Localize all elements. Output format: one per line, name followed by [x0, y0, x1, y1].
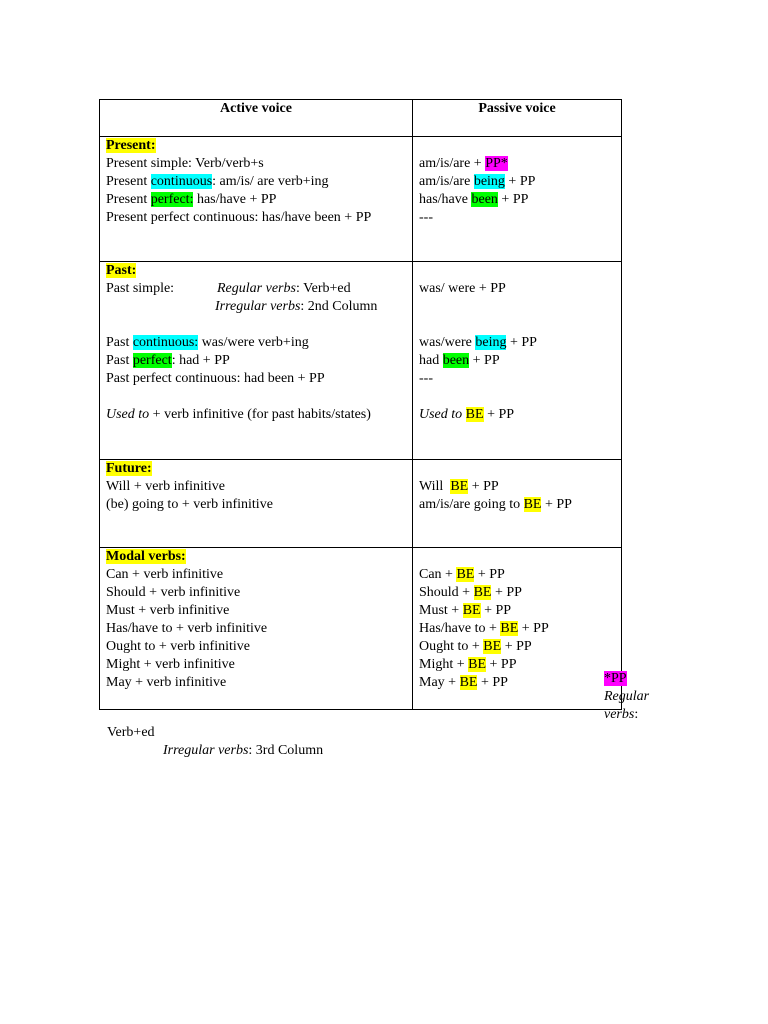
present-active-cell [100, 137, 413, 262]
passive-voice-header: Passive voice [413, 100, 622, 137]
modal-oughtto-active: Ought to + verb infinitive [106, 639, 250, 654]
future-going-active: (be) going to + verb infinitive [106, 497, 273, 512]
footnote-regular: Regular [604, 689, 650, 704]
modal-may-passive: May + BE + PP [419, 675, 508, 690]
past-active-cell [100, 262, 413, 460]
present-passive-cell [413, 137, 622, 262]
active-voice-header: Active voice [100, 100, 413, 137]
future-row [100, 460, 622, 548]
present-cont-active: Present continuous: am/is/ are verb+ing [106, 174, 329, 189]
present-row [100, 137, 622, 262]
present-simple-passive: am/is/are + PP* [419, 156, 508, 171]
present-cont-passive: am/is/are being + PP [419, 174, 536, 189]
past-perfcont-passive: --- [419, 371, 433, 386]
future-will-passive: Will BE + PP [419, 479, 499, 494]
modal-row [100, 548, 622, 710]
past-cont-passive: was/were being + PP [419, 335, 537, 350]
modal-active-cell [100, 548, 413, 710]
modal-hasto-passive: Has/have to + BE + PP [419, 621, 549, 636]
modal-can-passive: Can + BE + PP [419, 567, 505, 582]
modal-passive-cell [413, 548, 622, 710]
future-passive-cell [413, 460, 622, 548]
past-passive-cell [413, 262, 622, 460]
modal-must-passive: Must + BE + PP [419, 603, 512, 618]
modal-should-passive: Should + BE + PP [419, 585, 522, 600]
present-perf-active: Present perfect: has/have + PP [106, 192, 277, 207]
modal-must-active: Must + verb infinitive [106, 603, 230, 618]
future-going-passive: am/is/are going to BE + PP [419, 497, 572, 512]
past-perf-active: Past perfect: had + PP [106, 353, 230, 368]
present-title: Present: [106, 138, 156, 153]
present-perfcont-active: Present perfect continuous: has/have been + PP [106, 210, 372, 225]
present-perf-passive: has/have been + PP [419, 192, 529, 207]
header-row [100, 100, 622, 137]
footnote-verbs: verbs: [604, 707, 639, 722]
past-perfcont-active: Past perfect continuous: had been + PP [106, 371, 325, 386]
modal-might-passive: Might + BE + PP [419, 657, 517, 672]
past-usedto-passive: Used to BE + PP [419, 407, 515, 422]
present-perfcont-passive: --- [419, 210, 433, 225]
present-simple-active: Present simple: Verb/verb+s [106, 156, 264, 171]
footnote-verbed: Verb+ed [107, 725, 155, 740]
future-active-cell [100, 460, 413, 548]
past-title: Past: [106, 263, 137, 278]
modal-may-active: May + verb infinitive [106, 675, 227, 690]
past-cont-active: Past continuous: was/were verb+ing [106, 335, 309, 350]
future-will-active: Will + verb infinitive [106, 479, 225, 494]
future-title: Future: [106, 461, 152, 476]
footnote-pp-marker: *PP [604, 671, 627, 686]
modal-should-active: Should + verb infinitive [106, 585, 241, 600]
footnote-irregular: Irregular verbs: 3rd Column [163, 743, 324, 758]
past-usedto-active: Used to + verb infinitive (for past habits/states) [106, 407, 371, 422]
modal-oughtto-passive: Ought to + BE + PP [419, 639, 532, 654]
past-simple-active: Past simple: Regular verbs: Verb+ed [106, 281, 351, 296]
past-simple-passive: was/ were + PP [419, 281, 506, 296]
modal-title: Modal verbs: [106, 549, 186, 564]
modal-hasto-active: Has/have to + verb infinitive [106, 621, 268, 636]
past-simple-irregular: Irregular verbs: 2nd Column [215, 299, 378, 314]
voice-table [99, 99, 622, 710]
past-perf-passive: had been + PP [419, 353, 500, 368]
modal-can-active: Can + verb infinitive [106, 567, 224, 582]
past-row [100, 262, 622, 460]
modal-might-active: Might + verb infinitive [106, 657, 235, 672]
